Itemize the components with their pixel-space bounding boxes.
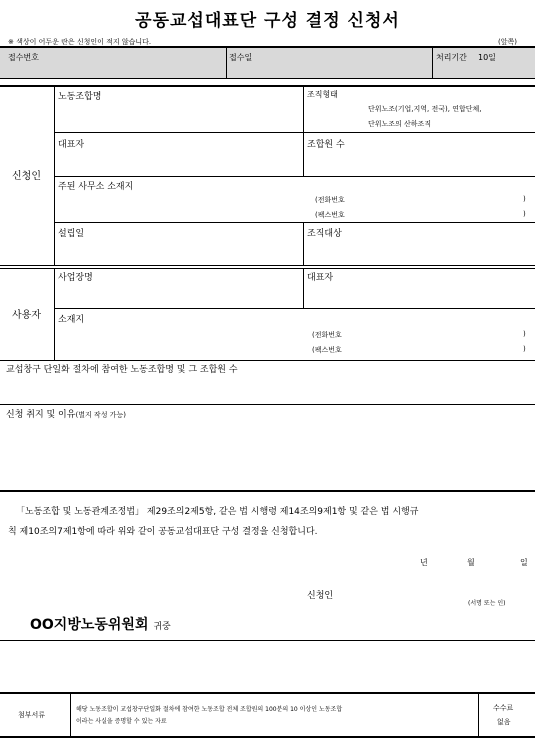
date-year-label: 년: [420, 558, 428, 567]
union-name-label: 노동조합명: [58, 92, 102, 102]
receipt-number-label: 접수번호: [8, 53, 39, 62]
employer-phone-close: ): [523, 330, 526, 338]
employer-representative-label: 대표자: [307, 273, 334, 283]
page-title: 공동교섭대표단 구성 결정 신청서: [135, 11, 400, 31]
page-side-label: (앞쪽): [498, 38, 517, 46]
participating-unions-label: 교섭창구 단일화 절차에 참여한 노동조합명 및 그 조합원 수: [6, 365, 238, 375]
processing-period-label: 처리기간: [436, 53, 467, 62]
org-form-label: 조직형태: [307, 90, 338, 99]
date-day-label: 일: [520, 558, 528, 567]
attachments-label: 첨부서류: [18, 711, 46, 719]
statement-line-2: 칙 제10조의7제1항에 따라 위와 같이 공동교섭대표단 구성 결정을 신청합니다.: [8, 527, 318, 537]
employer-phone-label: (전화번호: [312, 331, 342, 339]
notice-text: ※ 색상이 어두운 란은 신청인이 적지 않습니다.: [8, 38, 152, 46]
org-form-options-line2: 단위노조의 산하조직: [368, 120, 432, 128]
processing-period-value: 10일: [478, 53, 496, 62]
applicant-phone-close: ): [523, 195, 526, 203]
signature-note: (서명 또는 인): [468, 600, 506, 607]
main-office-address-label: 주된 사무소 소재지: [58, 182, 134, 192]
purpose-note: (별지 작성 가능): [75, 411, 126, 419]
recipient-name: OO지방노동위원회: [30, 617, 149, 633]
statement-line-1: 「노동조합 및 노동관계조정법」 제29조의2제5항, 같은 법 시행령 제14조의9제1항 및 같은 법 시행규: [16, 507, 419, 517]
signer-label: 신청인: [307, 591, 334, 601]
applicant-fax-label: (팩스번호: [315, 211, 345, 219]
purpose-label-text: 신청 취지 및 이유: [6, 410, 76, 420]
applicant-section-label: 신청인: [12, 171, 41, 182]
employer-fax-close: ): [523, 345, 526, 353]
receipt-date-label: 접수일: [229, 53, 253, 62]
employer-fax-label: (팩스번호: [312, 346, 342, 354]
members-count-label: 조합원 수: [307, 140, 345, 150]
applicant-phone-label: (전화번호: [315, 196, 345, 204]
fee-label: 수수료: [493, 704, 514, 712]
fee-value: 없음: [497, 718, 511, 726]
attachments-text-line2: 이라는 사실을 증명할 수 있는 자료: [76, 718, 167, 725]
workplace-name-label: 사업장명: [58, 273, 93, 283]
established-date-label: 설립일: [58, 229, 85, 239]
organization-target-label: 조직대상: [307, 229, 342, 239]
attachments-text-line1: 해당 노동조합이 교섭창구단일화 절차에 참여한 노동조합 전체 조합원의 100분의 10 이상인 노동조합: [76, 706, 343, 713]
applicant-fax-close: ): [523, 210, 526, 218]
employer-location-label: 소재지: [58, 315, 85, 325]
applicant-representative-label: 대표자: [58, 140, 85, 150]
date-month-label: 월: [467, 558, 475, 567]
recipient: [30, 614, 171, 634]
org-form-options-line1: 단위노조(기업,지역, 전국), 연합단체,: [368, 105, 482, 113]
purpose-label: [6, 407, 126, 420]
employer-section-label: 사용자: [12, 310, 41, 321]
recipient-suffix: 귀중: [153, 622, 171, 632]
